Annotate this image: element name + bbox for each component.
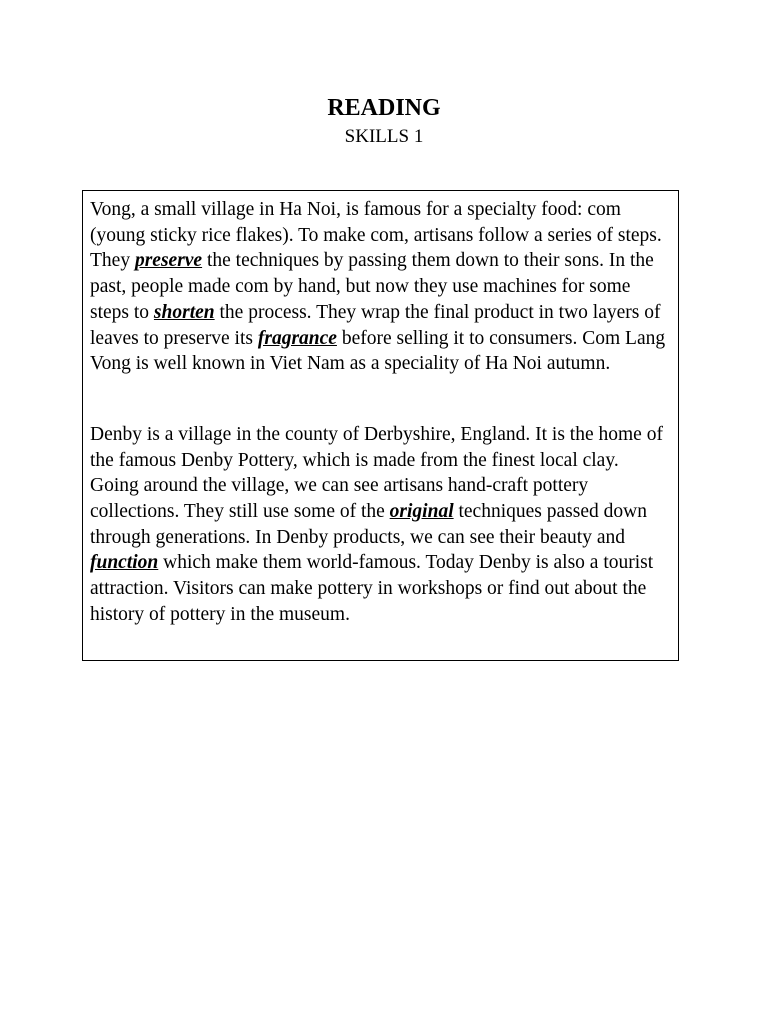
passage-text: the techniques by passing them down to their sons. In the past, people made com by hand, but now they use machines for some steps to [90, 250, 654, 323]
reading-text-box [82, 190, 679, 661]
keyword-function: function [90, 552, 159, 574]
keyword-preserve: preserve [134, 250, 203, 272]
passage-text: techniques passed down through generations. In Denby products, we can see their beauty and [90, 501, 647, 548]
passage-vong [90, 197, 672, 377]
passage-text: the process. They wrap the final product in two layers of leaves to preserve its [90, 301, 661, 349]
keyword-shorten: shorten [153, 301, 215, 323]
keyword-fragrance: fragrance [257, 327, 337, 349]
keyword-original: original [389, 501, 454, 523]
passage-text: Vong, a small village in Ha Noi, is famous for a specialty food: com (young sticky rice flakes). To make com, artisans follow a series of steps. They [90, 199, 662, 272]
page-subtitle: SKILLS 1 [344, 126, 424, 147]
passage-text: Denby is a village in the county of Derbyshire, England. It is the home of the famous Denby Pottery, which is made from the finest local clay. Going around the village, we can see artisans hand-craft pottery collections. They still use some of the [90, 423, 663, 523]
passage-text: which make them world-famous. Today Denby is also a tourist attraction. Visitors can make pottery in workshops or find out about the history of pottery in the museum. [90, 552, 654, 625]
passage-text: before selling it to consumers. Com Lang Vong is well known in Viet Nam as a speciality of Ha Noi autumn. [90, 327, 666, 375]
page-title: READING [327, 95, 441, 121]
passage-denby [90, 422, 672, 628]
